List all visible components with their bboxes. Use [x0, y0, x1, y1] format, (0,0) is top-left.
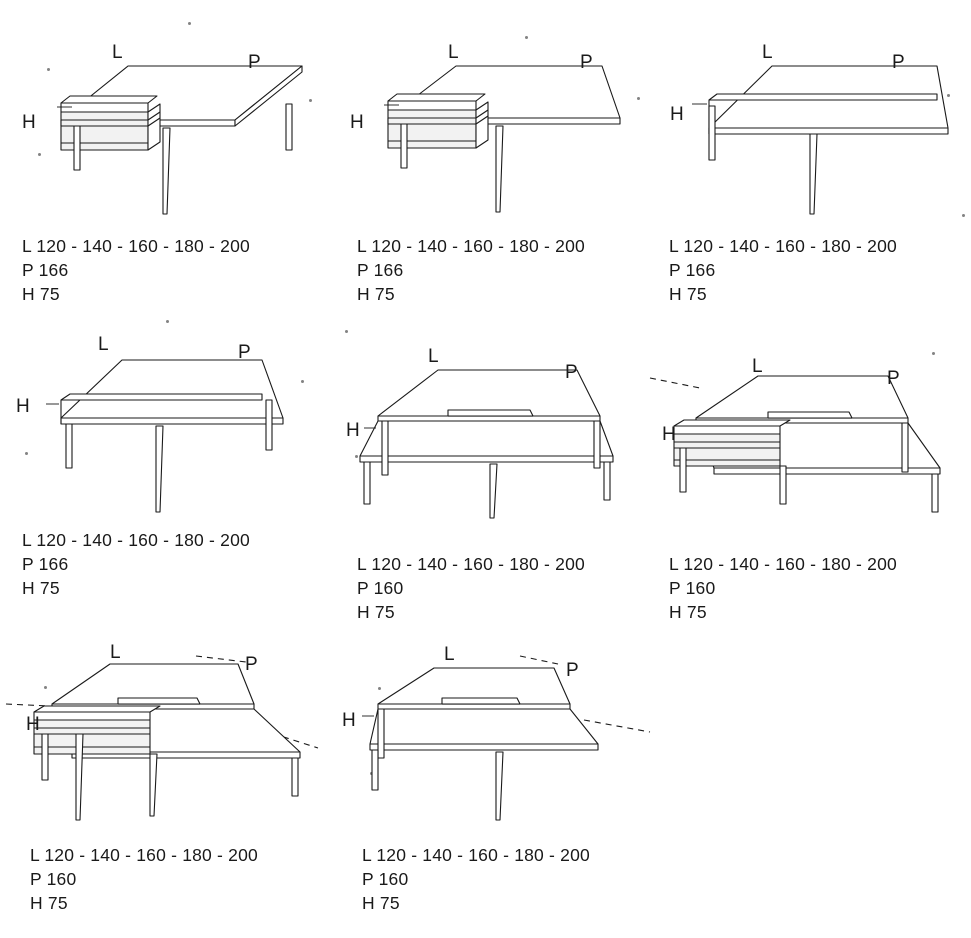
figure-3-dimensions [669, 234, 897, 306]
dimension-height: H 75 [22, 578, 60, 598]
dimension-length: L 120 - 140 - 160 - 180 - 200 [669, 554, 897, 574]
figure-table-extended-with-central-leg-front-mechanism-alt [330, 0, 660, 230]
dimension-depth: P 160 [362, 869, 409, 889]
label-depth: P [892, 52, 905, 73]
figure-4-dimensions [22, 528, 250, 600]
label-depth: P [887, 368, 900, 389]
dimension-depth: P 166 [22, 260, 69, 280]
dimension-length: L 120 - 140 - 160 - 180 - 200 [669, 236, 897, 256]
figure-table-extended-with-central-leg-front-mechanism [0, 0, 330, 230]
dimension-height: H 75 [22, 284, 60, 304]
figure-5-dimensions [357, 552, 585, 624]
label-height: H [662, 424, 676, 445]
figure-8-dimensions [362, 843, 590, 915]
dimension-depth: P 166 [669, 260, 716, 280]
dimension-depth: P 160 [30, 869, 77, 889]
label-height: H [342, 710, 356, 731]
dimension-height: H 75 [669, 602, 707, 622]
label-depth: P [565, 362, 578, 383]
label-height: H [670, 104, 684, 125]
dimension-length: L 120 - 140 - 160 - 180 - 200 [357, 236, 585, 256]
label-length: L [752, 356, 763, 377]
dimension-length: L 120 - 140 - 160 - 180 - 200 [22, 530, 250, 550]
label-depth: P [238, 342, 251, 363]
dimension-height: H 75 [362, 893, 400, 913]
label-length: L [112, 42, 123, 63]
label-length: L [444, 644, 455, 665]
label-depth: P [580, 52, 593, 73]
label-length: L [762, 42, 773, 63]
dimension-height: H 75 [30, 893, 68, 913]
figure-1-dimensions [22, 234, 250, 306]
label-length: L [448, 42, 459, 63]
figure-table-closed-four-legs [0, 300, 330, 530]
figure-6-dimensions [669, 552, 897, 624]
dimension-height: H 75 [357, 602, 395, 622]
dimension-depth: P 166 [22, 554, 69, 574]
figure-7-dimensions [30, 843, 258, 915]
figure-table-split-top-with-central-leg [330, 320, 660, 550]
dimension-height: H 75 [357, 284, 395, 304]
dimension-depth: P 160 [669, 578, 716, 598]
dimension-length: L 120 - 140 - 160 - 180 - 200 [30, 845, 258, 865]
label-height: H [16, 396, 30, 417]
label-length: L [98, 334, 109, 355]
label-depth: P [248, 52, 261, 73]
dimension-length: L 120 - 140 - 160 - 180 - 200 [357, 554, 585, 574]
label-length: L [110, 642, 121, 663]
figure-table-split-top-extending-right [330, 620, 660, 850]
figure-table-closed-with-central-leg [640, 0, 971, 230]
figure-2-dimensions [357, 234, 585, 306]
dimension-length: L 120 - 140 - 160 - 180 - 200 [362, 845, 590, 865]
dimension-length: L 120 - 140 - 160 - 180 - 200 [22, 236, 250, 256]
label-length: L [428, 346, 439, 367]
dimension-depth: P 160 [357, 578, 404, 598]
label-height: H [26, 714, 40, 735]
figure-table-split-top-extending-both-sides [0, 620, 330, 850]
figure-table-split-top-extending-left [640, 340, 971, 570]
label-height: H [22, 112, 36, 133]
dimension-depth: P 166 [357, 260, 404, 280]
dimension-height: H 75 [669, 284, 707, 304]
label-height: H [346, 420, 360, 441]
label-depth: P [566, 660, 579, 681]
label-depth: P [245, 654, 258, 675]
label-height: H [350, 112, 364, 133]
